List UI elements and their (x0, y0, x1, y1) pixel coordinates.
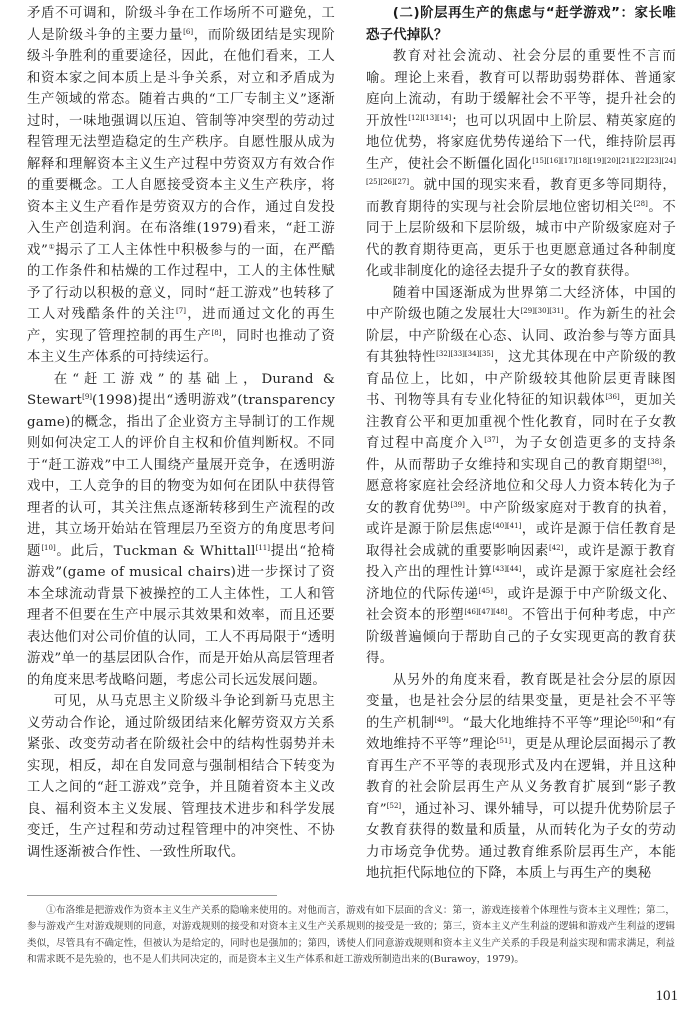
text-run: ，愿意将家庭社会经济地位和父母人力资本转化为子女的教育优势 (366, 457, 676, 516)
text-run: 。“最大化地维持不平等”理论 (448, 715, 628, 731)
text-run: 随着中国逐渐成为世界第二大经济体，中国的中产阶级也随之发展壮大 (366, 285, 676, 322)
text-run: ，或许是源于信任教育是取得社会成就的重要影响因素 (366, 522, 676, 559)
footnote-ref[interactable]: ① (48, 242, 56, 251)
text-run: ，进而通过文化的再生产，实现了管理控制的再生产 (27, 307, 336, 344)
footnote (27, 903, 675, 969)
right-column (366, 3, 676, 885)
text-run: 。此后，Tuckman & Whittall (55, 543, 256, 559)
citation-ref[interactable]: [42] (549, 543, 564, 552)
paragraph (366, 283, 676, 670)
citation-ref[interactable]: [39] (450, 500, 465, 509)
text-run: 。不同于上层阶级和下层阶级，城市中产阶级家庭对子代的教育期待更高，更乐于也更愿意通过各种制度化或非制度化的途径去提升子女的教育获得。 (366, 199, 676, 279)
text-run: ，为子女创造更多的支持条件，从而帮助子女维持和实现自己的教育期望 (366, 436, 676, 473)
citation-ref[interactable]: [40][41] (492, 522, 522, 530)
citation-ref[interactable]: [51] (496, 737, 512, 745)
paragraph (27, 3, 335, 369)
text-run: 。不管出于何种考虑，中产阶级普遍倾向于帮助自己的子女实现更高的教育获得。 (366, 608, 676, 666)
citation-ref[interactable]: [15][16][17][18][19][20][21][22][23][24][25][26][27] (366, 156, 676, 186)
citation-ref[interactable]: [49] (434, 715, 449, 724)
text-run: ；也可以巩固中上阶层、精英家庭的地位优势，将家庭优势传递给下一代，维持阶层再生产，使社会不断僵化固化 (366, 113, 676, 172)
citation-ref[interactable]: [7] (176, 307, 186, 315)
text-run: ，而阶级团结是实现阶级斗争胜利的重要途径，因此，在他们看来，工人和资本家之间本质上是斗争关系，对立和矛盾成为生产领域的常态。随着古典的“工厂专制主义”逐渐过时，一味地强调以压迫、管制等冲突型的劳动过程管理无法塑造稳定的生产秩序。自愿性服从成为解释和理解资本主义生产过程中劳资双方有效合作的重要概念。工人自愿接受资本主义生产秩序，将资本主义生产看作是劳资双方的合作，通过自发投入生产创造利润。在布洛维(1979)看来，“赶工游戏” (27, 27, 336, 258)
text-run: 可见，从马克思主义阶级斗争论到新马克思主义劳动合作论，通过阶级团结来化解劳资双方关系紧张、改变劳动者在阶级社会中的结构性弱势并未实现，相反，却在自发同意与强制相结合下转变为工人之间的“赶工游戏”竞争，并且随着资本主义改良、福利资本主义发展、管理技术进步和科学发展变迁，生产过程和劳动过程管理中的冲突性、不协调性逐渐被合作性、一致性所取代。 (27, 694, 335, 860)
text-run: 揭示了工人主体性中积极参与的一面，在严酷的工作条件和枯燥的工作过程中，工人的主体性赋予了行动以积极的意义，同时“赶工游戏”也转移了工人对残酷条件的关注 (27, 242, 336, 322)
text-run: ，这尤其体现在中产阶级的教育品位上，比如，中产阶级较其他阶层更青睐图书、刊物等具有专业化特征的知识载体 (366, 350, 676, 408)
text-run: ，或许是源于中产阶级文化、社会资本的形塑 (366, 586, 676, 623)
citation-ref[interactable]: [12][13][14] (408, 113, 452, 122)
citation-ref[interactable]: [32][33][34][35] (436, 350, 494, 358)
paragraph (27, 369, 335, 692)
citation-ref[interactable]: [45] (478, 586, 493, 595)
text-run: 在“赶工游戏”的基础上，Durand & Stewart (27, 371, 335, 408)
text-run: 。作为新生的社会阶层，中产阶级在心态、认同、政治参与等方面具有其独特性 (366, 307, 676, 365)
text-run: 和“有效地维持不平等”理论 (366, 715, 677, 752)
text-run: (1998)提出“透明游戏”(transparency game)的概念，指出了企业资方主导制订的工作规则如何决定工人的评价自主权和价值判断权。不同于“赶工游戏”中工人围绕产量展开竞争，在透明游戏中，工人竞争的目的物变为如何在团队中获得管理者的认可，其关注焦点逐渐转移到生产流程的改进，其立场开始站在管理层乃至资方的角度思考问题 (27, 393, 335, 559)
left-column (27, 3, 335, 863)
text-run: 从另外的角度来看，教育既是社会分层的原因变量，也是社会分层的结果变量，更是社会不平等的生产机制 (366, 672, 676, 731)
citation-ref[interactable]: [46][47][48] (464, 608, 508, 616)
citation-ref[interactable]: [10] (41, 543, 56, 552)
citation-ref[interactable]: [11] (255, 543, 270, 552)
citation-ref[interactable]: [6] (183, 27, 194, 36)
citation-ref[interactable]: [37] (484, 436, 499, 444)
text-run: ，或许是源于教育投入产出的理性计算 (366, 543, 676, 580)
citation-ref[interactable]: [29][30][31] (520, 307, 564, 315)
text-run: 。中产阶级家庭对于教育的执着，或许是源于阶层焦虑 (366, 500, 677, 537)
footnote-text: ①布洛维是把游戏作为资本主义生产关系的隐喻来使用的。对他而言，游戏有如下层面的含义：第一，游戏连接着个体理性与资本主义理性；第二，参与游戏产生对游戏规则的同意，对游戏规则的接受和对资本主义生产关系规则的接受是一致的；第三，资本主义产生利益的逻辑和游戏产生利益的逻辑类似，尽管具有不确定性，但被认为是给定的，同时也是强加的；第四，诱使人们同意游戏规则和资本主义生产关系的手段是利益实现和需求满足，利益和需求既不是先验的，也不是人们共同决定的，而是资本主义生产体系和赶工游戏所制造出来的(Burawoy，1979)。 (27, 905, 675, 966)
text-run: ，更是从理论层面揭示了教育再生产不平等的表现形式及内在逻辑，并且这种教育的社会阶层再生产从义务教育扩展到“影子教育” (366, 737, 676, 817)
footnote-divider (27, 895, 277, 896)
text-run: 教育对社会流动、社会分层的重要性不言而喻。理论上来看，教育可以帮助弱势群体、普通家庭向上流动，有助于缓解社会不平等，提升社会的开放性 (366, 49, 676, 129)
citation-ref[interactable]: [50] (627, 715, 642, 724)
citation-ref[interactable]: [28] (633, 199, 648, 208)
text-run: 提出“抢椅游戏”(game of musical chairs)进一步探讨了资本全球流动背景下被操控的工人主体性，工人和管理者不但要在生产中展示其效果和效率，而且还要表达他们对公司价值的认同，工人不再局限于“透明游戏”单一的基层团队合作，而是开始从高层管理者的角度来思考战略问题，考虑公司长远发展问题。 (27, 543, 335, 688)
citation-ref[interactable]: [36] (605, 393, 620, 401)
text-run: 矛盾不可调和，阶级斗争在工作场所不可避免，工人是阶级斗争的主要力量 (27, 6, 335, 43)
citation-ref[interactable]: [9] (82, 393, 93, 401)
paragraph (366, 670, 676, 885)
text-run: ，或许是源于家庭社会经济地位的代际传递 (366, 565, 676, 602)
citation-ref[interactable]: [38] (647, 457, 662, 466)
text-run: 。就中国的现实来看，教育更多等同期待，而教育期待的实现与社会阶层地位密切相关 (366, 178, 676, 215)
text-run: ，同时也推动了资本主义生产体系的可持续运行。 (27, 328, 335, 365)
citation-ref[interactable]: [43][44] (492, 565, 522, 573)
text-run: ，通过补习、课外辅导，可以提升优势阶层子女教育获得的数量和质量，从而转化为子女的劳动力市场竞争优势。通过教育维系阶层再生产，本能地抗拒代际地位的下降，本质上与再生产的奥秘 (366, 801, 677, 881)
paragraph (366, 46, 676, 283)
page-number: 101 (655, 988, 678, 1004)
paragraph (27, 691, 335, 863)
text-run: ，更加关注教育公平和更加重视个性化教育，同时在子女教育过程中高度介入 (366, 393, 676, 451)
citation-ref[interactable]: [52] (386, 801, 402, 810)
citation-ref[interactable]: [8] (211, 328, 222, 337)
section-heading: (二)阶层再生产的焦虑与“赶学游戏”：家长唯恐子代掉队？ (366, 6, 676, 43)
